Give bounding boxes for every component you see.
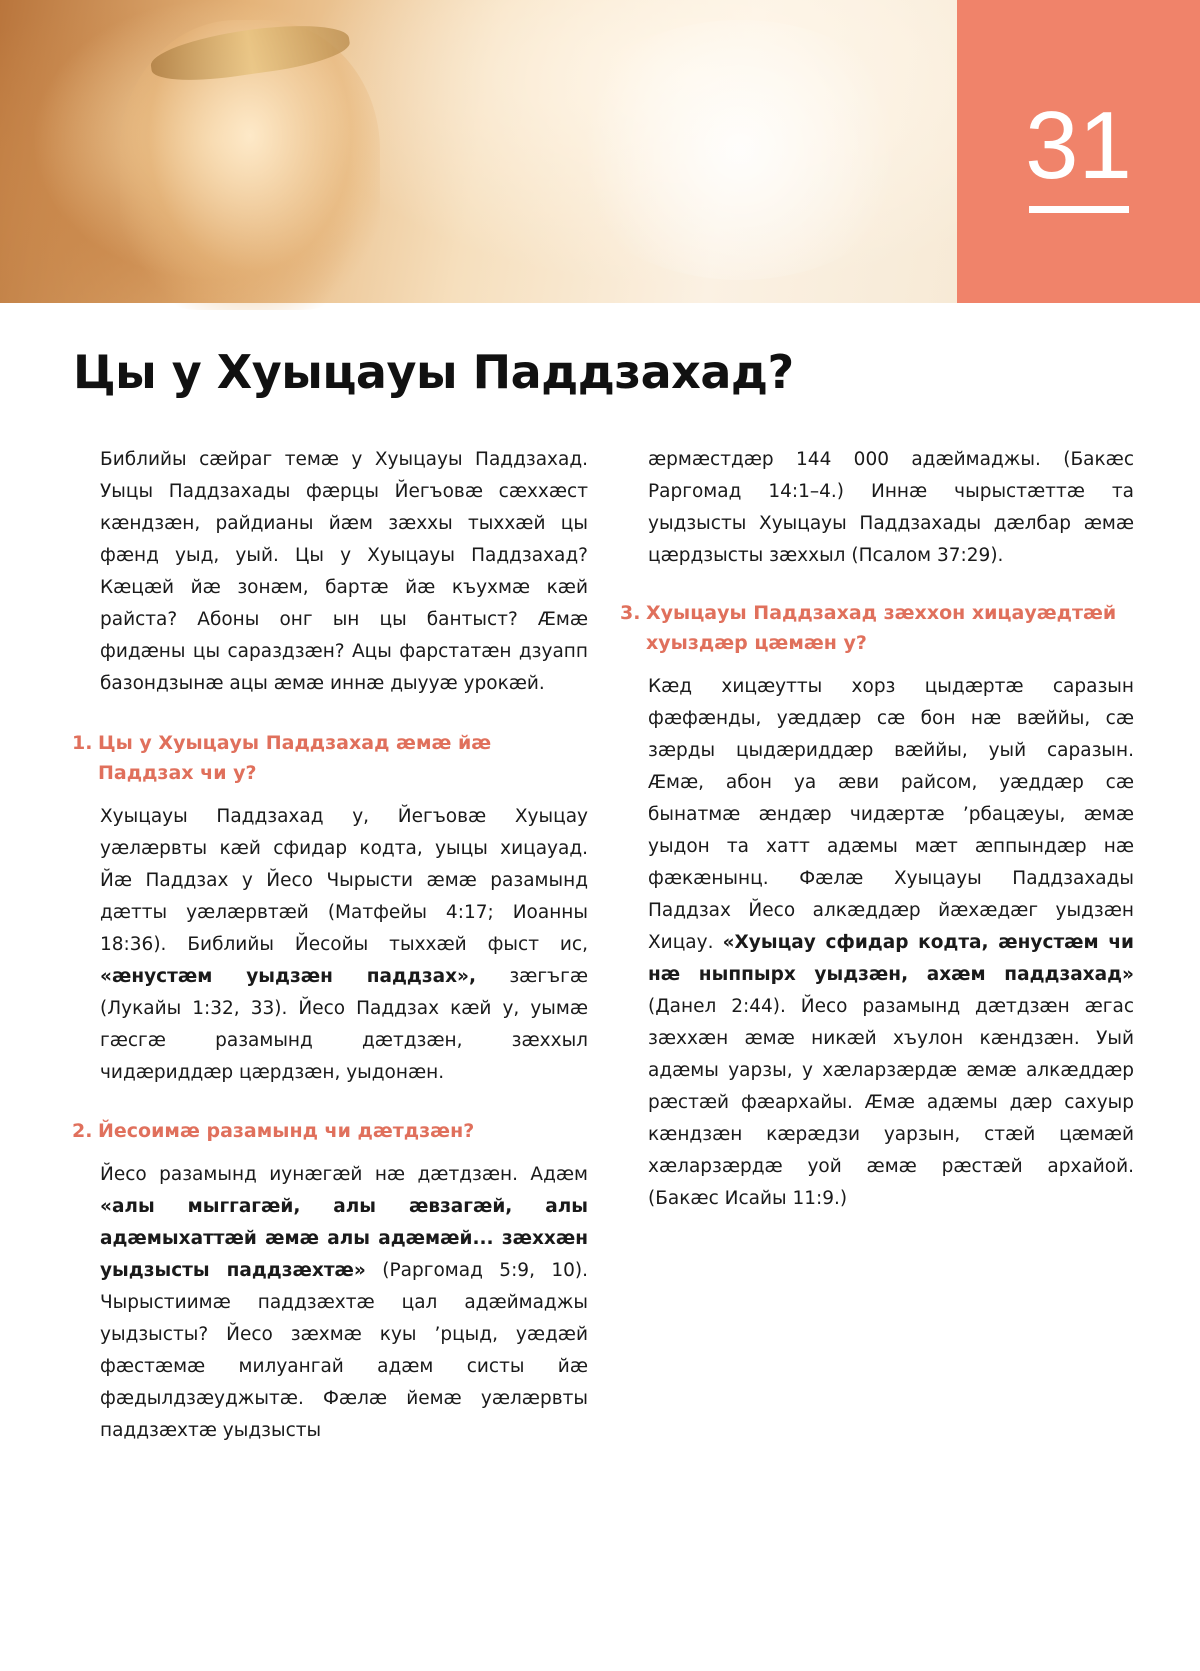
section-paragraph-2: [100, 1159, 588, 1671]
scripture-quote: «Хуыцау сфидар кодта, æнустæм чи нæ ныппырх уыдзæн, ахæм паддзахад»: [648, 932, 1135, 985]
paragraph-text: Кæд хицæутты хорз цыдæртæ саразын фæфæнды, уæддæр сæ бон нæ вæййы, сæ зæрды цыдæриддæр вæййы, уый саразын. Æмæ, абон уа æви райсом, уæддæр сæ бынатмæ æндæр чидæртæ ’рбацæуы, æмæ уыдон та хатт адæмы мæт æппындæр нæ фæкæнынц. Фæлæ Хуыцауы Паддзахады Паддзах Йесо алкæддæр йæхæдæг уыдзæн Хицау.: [648, 676, 1134, 953]
section-heading-text: Йесоимæ разамынд чи дæтдзæн?: [98, 1120, 475, 1142]
paragraph-text: (Данел 2:44). Йесо разамынд дæтдзæн æгас зæххæн æмæ никæй хъулон кæндзæн. Уый адæмы уарзы, у хæларзæрдæ æмæ алкæддæр рæстæй фæархайы. Æмæ адæмы дæр сахуыр кæндзæн кæрæдзи уарзын, стæй цæмæй хæларзæрдæ уой æмæ рæстæй архайой. (Бакæс Исайы 11:9.): [648, 996, 1134, 1209]
paragraph-text: Хуыцауы Паддзахад у, Йегъовæ Хуыцау уæлæрвты кæй сфидар кодта, уыцы хицауад. Йæ Паддзах у Йесо Чырысти æмæ разамынд дæтты уæлæрвтæй (Матфейы 4:17; Иоанны 18:36). Библийы Йесойы тыххæй фыст ис,: [100, 806, 588, 955]
scripture-quote: «алы мыггагæй, алы æвзагæй, алы адæмыхаттæй æмæ алы адæмæй... зæххæн уыдзысты паддзæхтæ»: [100, 1196, 588, 1281]
scripture-quote: «æнустæм уыдзæн паддзах»,: [100, 966, 477, 987]
section-paragraph-3: [648, 671, 1134, 1215]
section-heading-1: [72, 728, 588, 788]
section-heading-2: [72, 1116, 588, 1146]
chapter-underline: [1029, 206, 1129, 213]
paragraph-text: Йесо разамынд иунæгæй нæ дæтдзæн. Адæм: [100, 1164, 588, 1185]
header-illustration: [0, 0, 957, 303]
section-heading-text: Хуыцауы Паддзахад зæххон хицауæдтæй хуыздæр цæмæн у?: [646, 602, 1117, 654]
section-paragraph-2-continued: [648, 444, 1134, 572]
paragraph-text: (Раргомад 5:9, 10). Чырыстиимæ паддзæхтæ цал адæймаджы уыдзысты? Йесо зæхмæ куы ’рцыд, уæдæй фæстæмæ милуангай адæм систы йæ фæдылдзæуджытæ. Фæлæ йемæ уæлæрвты паддзæхтæ уыдзысты: [100, 1260, 588, 1441]
intro-paragraph: Библийы сæйраг темæ у Хуыцауы Паддзахад. Уыцы Паддзахады фæрцы Йегъовæ сæххæст кæндзæн, райдианы йæм зæххы тыххæй цы фæнд уыд, уый. Цы у Хуыцауы Паддзахад? Кæцæй йæ зонæм, бартæ йæ къухмæ кæй райста? Абоны онг ын цы бантыст? Æмæ фидæны цы сараздзæн? Ацы фарстатæн дзуапп базондзынæ ацы æмæ иннæ дыууæ урокæй.: [100, 449, 588, 694]
left-column: [72, 444, 589, 1671]
light-glow: [560, 20, 920, 280]
section-heading-3: [620, 598, 1134, 658]
paragraph-text: зæгъгæ (Лукайы 1:32, 33). Йесо Паддзах кæй у, уымæ гæсгæ разамынд дæтдзæн, зæххыл чидæриддæр цæрдзæн, уыдонæн.: [100, 966, 589, 1083]
section-paragraph-1: [100, 801, 588, 1089]
section-number: 3.: [620, 602, 641, 624]
chapter-badge: [957, 0, 1200, 303]
section-number: 2.: [72, 1120, 93, 1142]
section-heading-text: Цы у Хуыцауы Паддзахад æмæ йæ Паддзах чи у?: [98, 732, 492, 784]
chapter-number: 31: [1025, 92, 1132, 199]
right-column: [620, 444, 1135, 1215]
page-title: Цы у Хуыцауы Паддзахад?: [73, 345, 794, 399]
section-number: 1.: [72, 732, 93, 754]
paragraph-text-continued: æрмæстдæр 144 000 адæймаджы. (Бакæс Раргомад 14:1–4.) Иннæ чырыстæттæ та уыдзысты Хуыцауы Паддзахады дæлбар æмæ цæрдзысты зæххыл (Псалом 37:29).: [648, 449, 1134, 566]
